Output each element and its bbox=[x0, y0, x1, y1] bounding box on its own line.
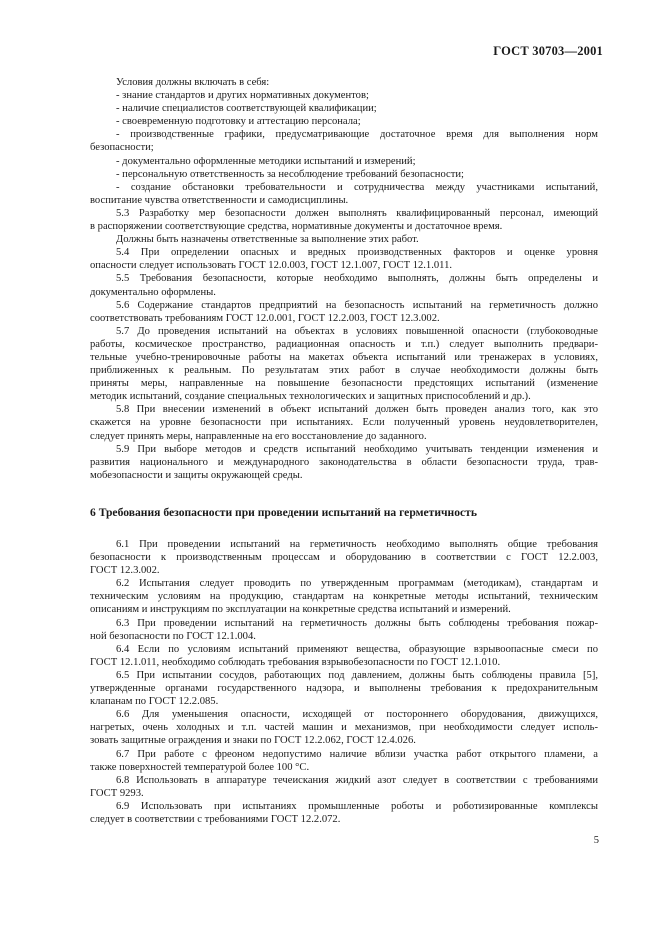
text-line: 5.5 Требования безопасности, которые необходимо выполнять, должны быть определены и bbox=[116, 273, 598, 285]
text-line: ной безопасности по ГОСТ 12.1.004. bbox=[90, 630, 256, 642]
text-line: 6.9 Использовать при испытаниях промышленные роботы и роботизированные комплексы bbox=[116, 800, 598, 812]
text-line: - создание обстановки требовательности и сотрудничества между участниками испытаний, bbox=[116, 181, 598, 193]
text-line: ГОСТ 9293. bbox=[90, 787, 144, 799]
text-line: техническим условиям на продукцию, стандартам на конкретные методы испытаний, техническим bbox=[90, 591, 598, 603]
text-line: 6.8 Использовать в аппаратуре течеискания жидкий азот следует в соответствии с требованиями bbox=[116, 774, 598, 786]
text-line: 6.1 При проведении испытаний на герметичность необходимо выполнять общие требования bbox=[116, 539, 598, 550]
text-line: 6.4 Если по условиям испытаний применяют вещества, образующие взрывоопасные смеси по bbox=[116, 643, 598, 655]
text-line: - наличие специалистов соответствующей квалификации; bbox=[116, 103, 377, 115]
text-line: тельные учебно-тренировочные работы на макетах объекта испытаний или тренажерах в условиях, bbox=[90, 351, 598, 363]
text-line: Должны быть назначены ответственные за выполнение этих работ. bbox=[116, 234, 419, 246]
text-line: зовать защитные ограждения и знаки по ГОСТ 12.2.062, ГОСТ 12.4.026. bbox=[90, 735, 416, 747]
text-line: воспитание чувства ответственности и самодисциплины. bbox=[90, 194, 349, 206]
text-line: 6.7 При работе с фреоном недопустимо наличие вблизи участка работ открытого пламени, а bbox=[116, 748, 598, 760]
text-line: развития национального и международного законодательства в области безопасности труда, трав- bbox=[90, 456, 598, 468]
text-line: документально оформлены. bbox=[90, 286, 216, 298]
text-line: ГОСТ 12.1.011, необходимо соблюдать требования взрывобезопасности по ГОСТ 12.1.010. bbox=[90, 656, 501, 668]
text-line: 5.8 При внесении изменений в объект испытаний должен быть проведен анализ того, как это bbox=[116, 404, 598, 416]
text-line: 6.5 При испытании сосудов, работающих под давлением, должны быть соблюдены правила [5], bbox=[116, 669, 598, 681]
text-line: 5.4 При определении опасных и вредных производственных факторов и оценке уровня bbox=[116, 247, 598, 259]
text-line: 5.9 При выборе методов и средств испытаний необходимо учитывать тенденции изменения и bbox=[116, 443, 598, 455]
text-line: 6.6 Для уменьшения опасности, исходящей от постороннего оборудования, движущихся, bbox=[116, 709, 598, 721]
text-line: описаниям и инструкциям по эксплуатации на конкретные средства испытаний и измерений. bbox=[90, 604, 511, 616]
text-line: соответствовать требованиям ГОСТ 12.0.001, ГОСТ 12.2.003, ГОСТ 12.3.002. bbox=[90, 312, 440, 324]
text-line: утвержденные органами государственного надзора, и выполнены требования к предохранительным bbox=[90, 683, 598, 695]
text-line: 6.3 При проведении испытаний на герметичность должны быть соблюдены требования пожар- bbox=[116, 617, 598, 629]
text-line: опасности следует использовать ГОСТ 12.0.003, ГОСТ 12.1.007, ГОСТ 12.1.011. bbox=[90, 260, 453, 272]
text-line: 5.3 Разработку мер безопасности должен выполнять квалифицированный персонал, имеющий bbox=[116, 207, 598, 219]
text-line: приняты меры, направленные на повышение безопасности предстоящих испытаний (изменение bbox=[90, 378, 598, 390]
text-line: ГОСТ 12.3.002. bbox=[90, 565, 160, 577]
text-line: Условия должны включать в себя: bbox=[116, 77, 270, 88]
text-line: 5.6 Содержание стандартов предприятий на безопасность испытаний на герметичность должно bbox=[116, 299, 598, 311]
standard-number-header: ГОСТ 30703—2001 bbox=[493, 44, 603, 58]
document-body bbox=[90, 76, 598, 826]
page-number: 5 bbox=[593, 835, 599, 846]
text-line: - знание стандартов и других нормативных документов; bbox=[116, 90, 369, 102]
text-line: работы, космическое пространство, радиационная опасность и т.п.) следует выполнить предвари- bbox=[90, 338, 598, 350]
text-line: клапанам по ГОСТ 12.2.085. bbox=[90, 696, 219, 708]
section-6-title: 6 Требования безопасности при проведении испытаний на герметичность bbox=[90, 505, 478, 519]
text-line: следует принять меры, направленные на его восстановление до заданного. bbox=[90, 430, 427, 442]
text-line: в распоряжении соответствующие средства, нормативные документы и достаточное время. bbox=[90, 221, 503, 233]
text-line: безопасности; bbox=[90, 142, 154, 154]
section-5-continuation bbox=[90, 76, 598, 482]
text-line: приближенных к реальным. По результатам этих работ в случае необходимости должны быть bbox=[90, 365, 598, 377]
text-line: - производственные графики, предусматривающие достаточное время для выполнения норм bbox=[116, 129, 598, 141]
text-line: безопасности к производственным процессам и оборудованию в соответствии с ГОСТ 12.2.003, bbox=[90, 552, 598, 564]
text-line: мобезопасности и защиты окружающей среды. bbox=[90, 469, 303, 481]
text-line: - документально оформленные методики испытаний и измерений; bbox=[116, 155, 416, 167]
section-6-body bbox=[90, 538, 598, 826]
text-line: скажется на уровне безопасности при испытаниях. Если полученный уровень неудовлетворителен, bbox=[90, 417, 598, 429]
text-line: - своевременную подготовку и аттестацию персонала; bbox=[116, 116, 361, 128]
text-line: следует в соответствии с требованиями ГОСТ 12.2.072. bbox=[90, 813, 341, 825]
text-line: 5.7 До проведения испытаний на объектах в условиях повышенной опасности (глубоководные bbox=[116, 325, 598, 337]
text-line: методик испытаний, создание специальных технологических и защитных приспособлений и др.). bbox=[90, 391, 531, 403]
text-line: также поверхностей температурой более 100 °С. bbox=[90, 761, 310, 773]
text-line: 6.2 Испытания следует проводить по утвержденным программам (методикам), стандартам и bbox=[116, 578, 598, 590]
text-line: - персональную ответственность за несоблюдение требований безопасности; bbox=[116, 168, 464, 180]
text-line: нагретых, очень холодных и т.п. частей машин и механизмов, при необходимости следует исполь- bbox=[90, 722, 598, 734]
